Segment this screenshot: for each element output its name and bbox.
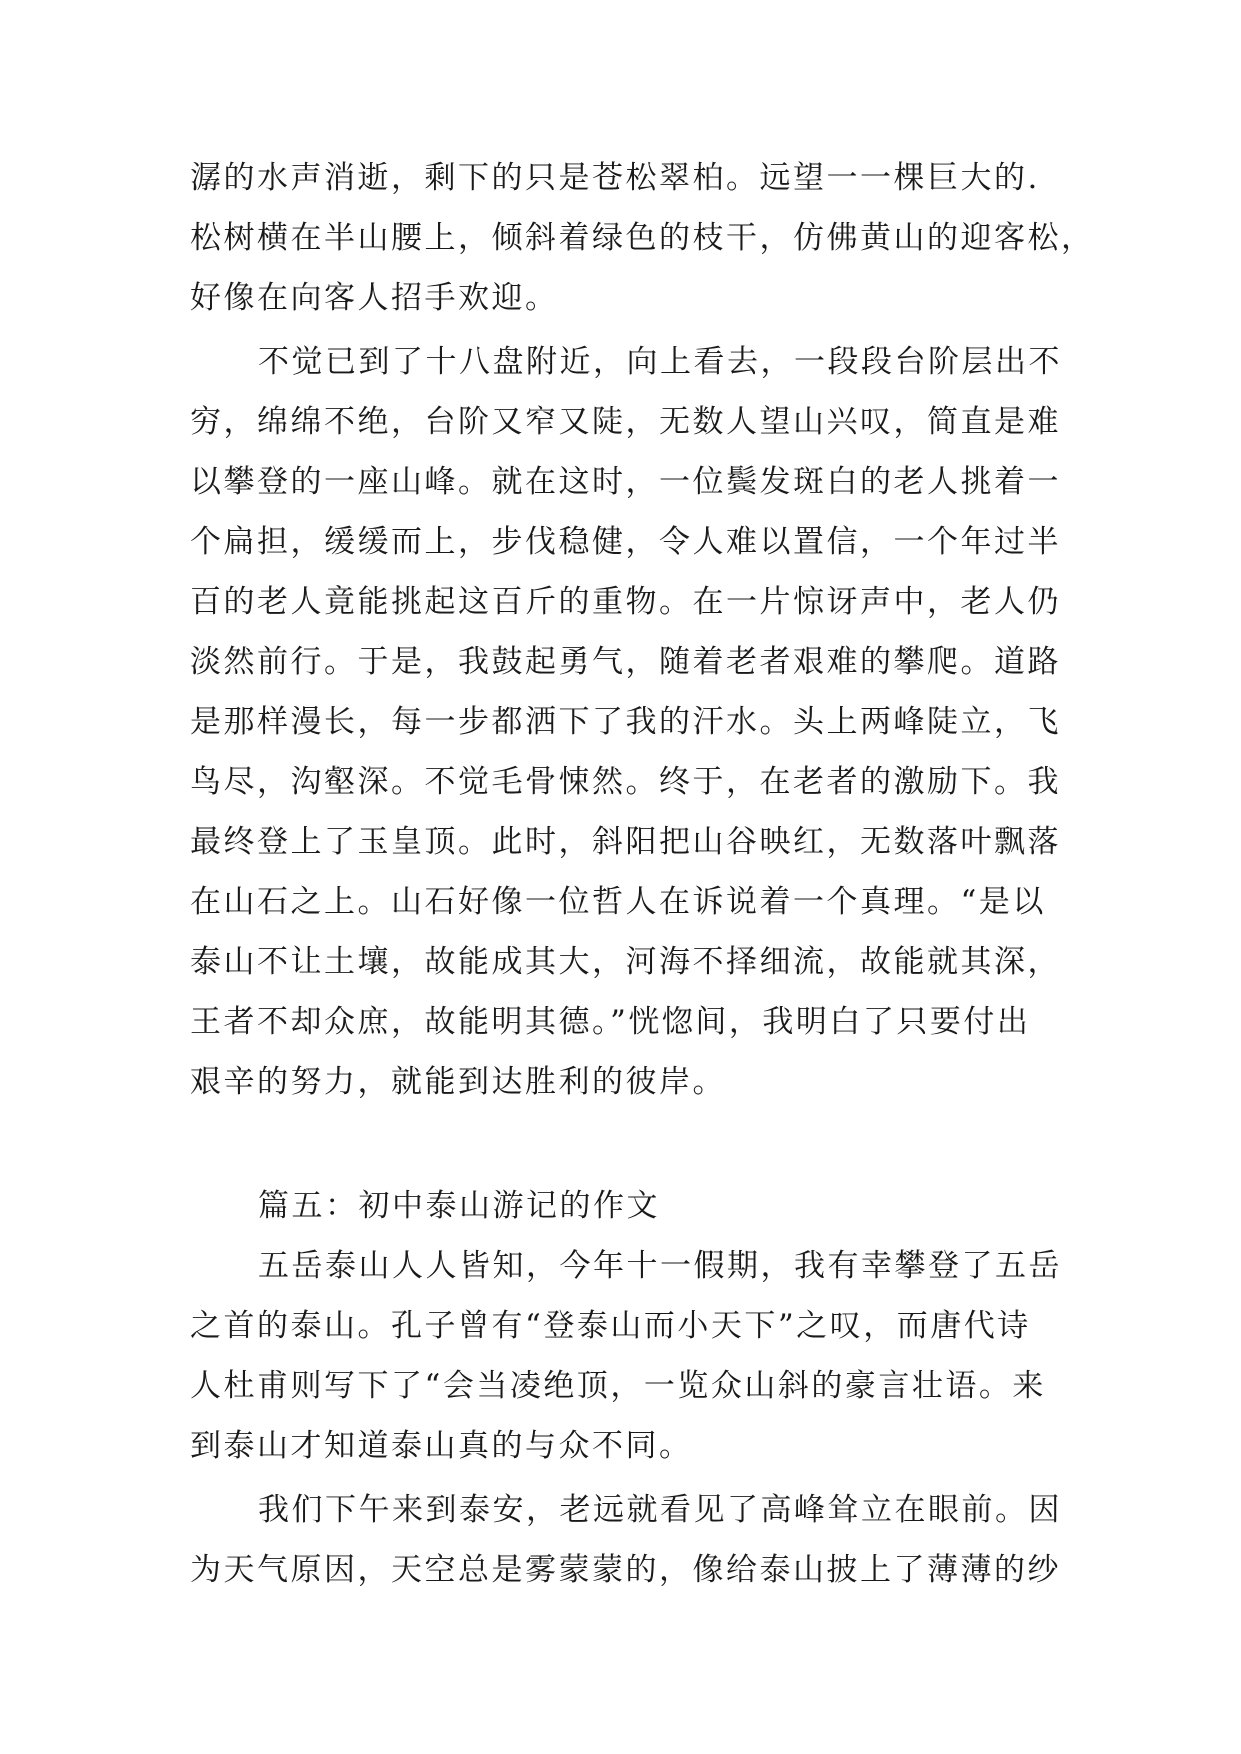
text-line: 不觉已到了十八盘附近，向上看去，一段段台阶层出不: [258, 344, 1062, 380]
text-line: 潺的水声消逝，剩下的只是苍松翠柏。远望一一棵巨大的.: [190, 160, 1040, 196]
text-line: 百的老人竟能挑起这百斤的重物。在一片惊讶声中，老人仍: [190, 584, 1061, 620]
text-line: 到泰山才知道泰山真的与众不同。: [190, 1428, 693, 1464]
paragraph-arrival: [190, 1480, 1062, 1600]
paragraph-intro: [190, 1236, 1062, 1476]
text-line: 艰辛的努力，就能到达胜利的彼岸。: [190, 1064, 726, 1100]
text-line: 是那样漫长，每一步都洒下了我的汗水。头上两峰陡立，飞: [190, 704, 1061, 740]
text-line: 五岳泰山人人皆知，今年十一假期，我有幸攀登了五岳: [258, 1248, 1062, 1284]
text-line: 最终登上了玉皇顶。此时，斜阳把山谷映红，无数落叶飘落: [190, 824, 1061, 860]
paragraph-climb: [190, 332, 1062, 1112]
text-line: 泰山不让土壤，故能成其大，河海不择细流，故能就其深，: [190, 944, 1061, 980]
paragraph-continuation: [190, 148, 1095, 328]
text-line: 在山石之上。山石好像一位哲人在诉说着一个真理。“是以: [190, 884, 1046, 920]
text-line: 好像在向客人招手欢迎。: [190, 280, 559, 316]
text-line: 人杜甫则写下了“会当凌绝顶，一览众山斜的豪言壮语。来: [190, 1368, 1046, 1404]
text-line: 王者不却众庶，故能明其德。”恍惚间，我明白了只要付出: [190, 1004, 1031, 1040]
section-heading: [190, 1176, 1050, 1236]
text-line: 淡然前行。于是，我鼓起勇气，随着老者艰难的攀爬。道路: [190, 644, 1061, 680]
text-line: 鸟尽，沟壑深。不觉毛骨悚然。终于，在老者的激励下。我: [190, 764, 1061, 800]
text-line: 以攀登的一座山峰。就在这时，一位鬓发斑白的老人挑着一: [190, 464, 1061, 500]
text-line: 之首的泰山。孔子曾有“登泰山而小天下”之叹，而唐代诗: [190, 1308, 1031, 1344]
text-line: 为天气原因，天空总是雾蒙蒙的，像给泰山披上了薄薄的纱: [190, 1552, 1061, 1588]
text-line: 个扁担，缓缓而上，步伐稳健，令人难以置信，一个年过半: [190, 524, 1061, 560]
text-line: 我们下午来到泰安，老远就看见了高峰耸立在眼前。因: [258, 1492, 1062, 1528]
text-line: 穷，绵绵不绝，台阶又窄又陡，无数人望山兴叹，简直是难: [190, 404, 1061, 440]
text-line: 松树横在半山腰上，倾斜着绿色的枝干，仿佛黄山的迎客松，: [190, 220, 1095, 256]
document-body: [190, 148, 1095, 1600]
section-title: 篇五：初中泰山游记的作文: [258, 1188, 660, 1224]
